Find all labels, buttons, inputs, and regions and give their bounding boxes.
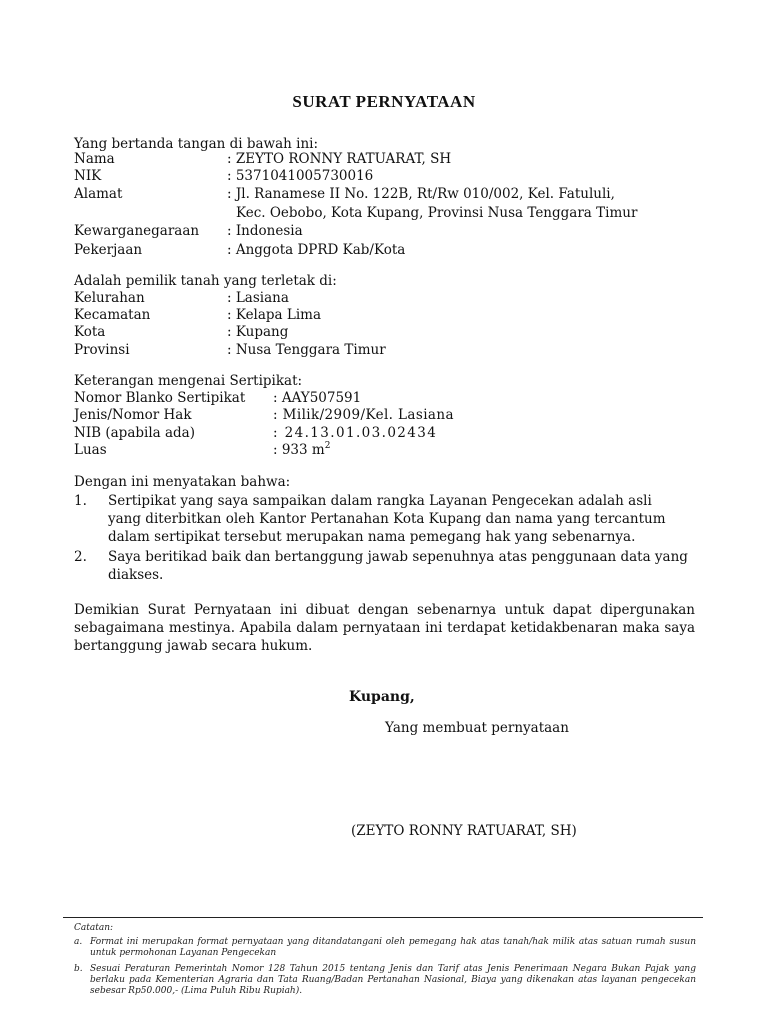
statement-1-line-1: Sertipikat yang saya sampaikan dalam rangka Layanan Pengecekan adalah asli <box>108 493 652 509</box>
statement-1-line-3: dalam sertipikat tersebut merupakan nama pemegang hak yang sebenarnya. <box>108 529 636 545</box>
land-label-kelurahan: Kelurahan <box>74 290 145 306</box>
identity-value-nama: : ZEYTO RONNY RATUARAT, SH <box>227 151 452 167</box>
statement-number-1: 1. <box>74 493 87 509</box>
cert-label-jenis: Jenis/Nomor Hak <box>74 407 192 423</box>
identity-label-kewarganegaraan: Kewarganegaraan <box>74 223 200 239</box>
statement-2-line-1: Saya beritikad baik dan bertanggung jawab sepenuhnya atas penggunaan data yang <box>108 549 688 565</box>
cert-value-jenis: : Milik/2909/Kel. Lasiana <box>273 407 454 423</box>
footnote-heading: Catatan: <box>74 923 114 933</box>
signer-caption: Yang membuat pernyataan <box>385 720 569 736</box>
land-intro-text: Adalah pemilik tanah yang terletak di: <box>74 273 337 289</box>
identity-label-alamat: Alamat <box>74 186 123 202</box>
cert-value-luas <box>273 442 330 459</box>
luas-value-text: : 933 m <box>273 442 325 458</box>
land-value-kota: : Kupang <box>227 324 289 340</box>
identity-value-alamat: : Jl. Ranamese II No. 122B, Rt/Rw 010/002, Kel. Fatululi, <box>227 186 615 202</box>
identity-value-pekerjaan: : Anggota DPRD Kab/Kota <box>227 242 406 258</box>
cert-intro-text: Keterangan mengenai Sertipikat: <box>74 373 303 389</box>
cert-value-blanko: : AAY507591 <box>273 390 362 406</box>
cert-value-nib: : 24.13.01.03.02434 <box>273 425 438 441</box>
cert-label-luas: Luas <box>74 442 107 458</box>
identity-label-nik: NIK <box>74 168 102 184</box>
land-label-provinsi: Provinsi <box>74 342 130 358</box>
cert-label-blanko: Nomor Blanko Sertipikat <box>74 390 246 406</box>
document-title: SURAT PERNYATAAN <box>292 92 476 111</box>
luas-superscript: 2 <box>324 441 331 451</box>
cert-label-nib: NIB (apabila ada) <box>74 425 195 441</box>
statement-1-line-2: yang diterbitkan oleh Kantor Pertanahan Kota Kupang dan nama yang tercantum <box>108 511 666 527</box>
statement-intro-text: Dengan ini menyatakan bahwa: <box>74 474 291 490</box>
signature-place: Kupang, <box>349 689 415 705</box>
identity-value-kewarganegaraan: : Indonesia <box>227 223 303 239</box>
footnote-text-a: Format ini merupakan format pernyataan yang ditandatangani oleh pemegang hak atas tanah/hak milik atas satuan rumah susun untuk permohonan Layanan Pengecekan <box>90 937 696 958</box>
statement-2-line-2: diakses. <box>108 567 164 583</box>
signer-name: (ZEYTO RONNY RATUARAT, SH) <box>351 823 577 839</box>
identity-label-pekerjaan: Pekerjaan <box>74 242 143 258</box>
footnote-marker-a: a. <box>74 937 83 947</box>
footnote-divider <box>63 917 703 918</box>
identity-value-alamat-line2: Kec. Oebobo, Kota Kupang, Provinsi Nusa Tenggara Timur <box>236 205 638 221</box>
land-value-provinsi: : Nusa Tenggara Timur <box>227 342 386 358</box>
intro-text: Yang bertanda tangan di bawah ini: <box>74 136 319 152</box>
identity-value-nik: : 5371041005730016 <box>227 168 374 184</box>
footnote-marker-b: b. <box>74 964 83 974</box>
land-value-kecamatan: : Kelapa Lima <box>227 307 322 323</box>
identity-label-nama: Nama <box>74 151 115 167</box>
statement-number-2: 2. <box>74 549 87 565</box>
land-value-kelurahan: : Lasiana <box>227 290 289 306</box>
closing-paragraph: Demikian Surat Pernyataan ini dibuat dengan sebenarnya untuk dapat dipergunakan sebagaimana mestinya. Apabila dalam pernyataan ini terdapat ketidakbenaran maka saya bertanggung jawab secara hukum. <box>74 602 695 654</box>
land-label-kecamatan: Kecamatan <box>74 307 151 323</box>
footnote-text-b: Sesuai Peraturan Pemerintah Nomor 128 Tahun 2015 tentang Jenis dan Tarif atas Jenis Penerimaan Negara Bukan Pajak yang berlaku pada Kementerian Agraria dan Tata Ruang/Badan Pertanahan Nasional, Biaya yang dikenakan atas layanan pengecekan sebesar Rp50.000,- (Lima Puluh Ribu Rupiah). <box>90 964 696 996</box>
land-label-kota: Kota <box>74 324 106 340</box>
